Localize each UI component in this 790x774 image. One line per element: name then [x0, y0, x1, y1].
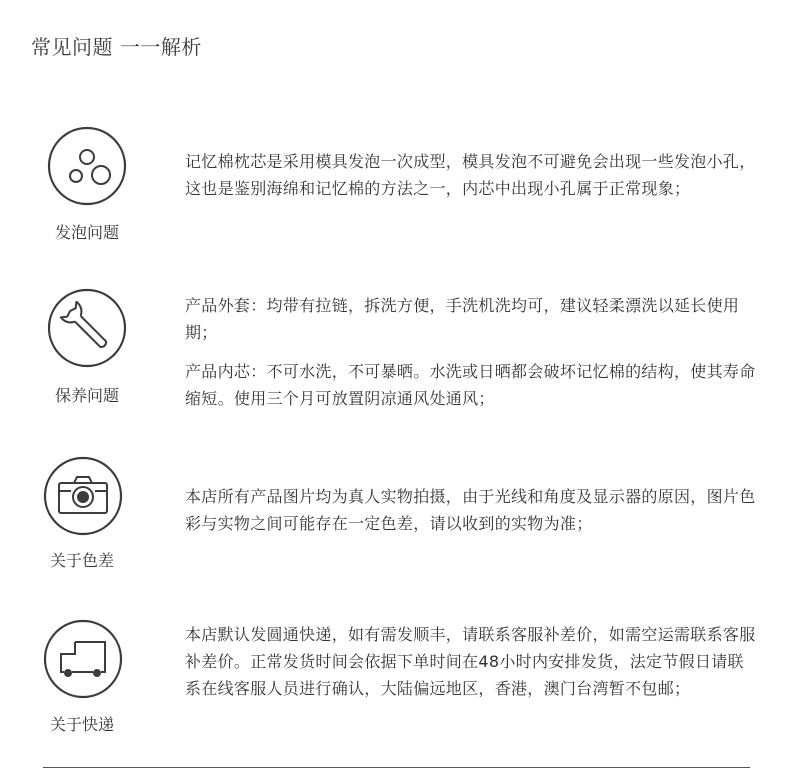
section-label-care: 保养问题	[54, 386, 119, 405]
section-label-color: 关于色差	[49, 551, 114, 570]
section-text-color: 本店所有产品图片均为真人实物拍摄，由于光线和角度及显示器的原因，图片色彩与实物之间可能存在一定色差，请以收到的实物为准；	[185, 487, 756, 533]
section-text-delivery: 本店默认发圆通快递，如有需发顺丰，请联系客服补差价，如需空运需联系客服补差价。正常发货时间会依据下单时间在48小时内安排发货，法定节假日请联系在线客服人员进行确认，大陆偏远地区，香港，澳门台湾暂不包邮；	[185, 625, 756, 698]
delivery-truck-icon	[42, 618, 124, 700]
bottom-divider	[43, 767, 750, 768]
section-text-foam: 记忆棉枕芯是采用模具发泡一次成型，模具发泡不可避免会出现一些发泡小孔，这也是鉴别海绵和记忆棉的方法之一，内芯中出现小孔属于正常现象；	[185, 152, 756, 198]
wrench-icon	[46, 287, 128, 369]
foam-bubbles-icon	[46, 125, 128, 207]
section-text-care-core: 产品内芯：不可水洗，不可暴晒。水洗或日晒都会破坏记忆棉的结构，使其寿命缩短。使用三个月可放置阴凉通风处通风；	[185, 362, 756, 408]
section-text-care-cover: 产品外套：均带有拉链，拆洗方便，手洗机洗均可，建议轻柔漂洗以延长使用期；	[185, 296, 740, 342]
camera-icon	[42, 455, 124, 537]
section-label-delivery: 关于快递	[49, 715, 114, 734]
section-label-foam: 发泡问题	[54, 223, 119, 242]
page-title: 常见问题 一一解析	[31, 35, 202, 59]
